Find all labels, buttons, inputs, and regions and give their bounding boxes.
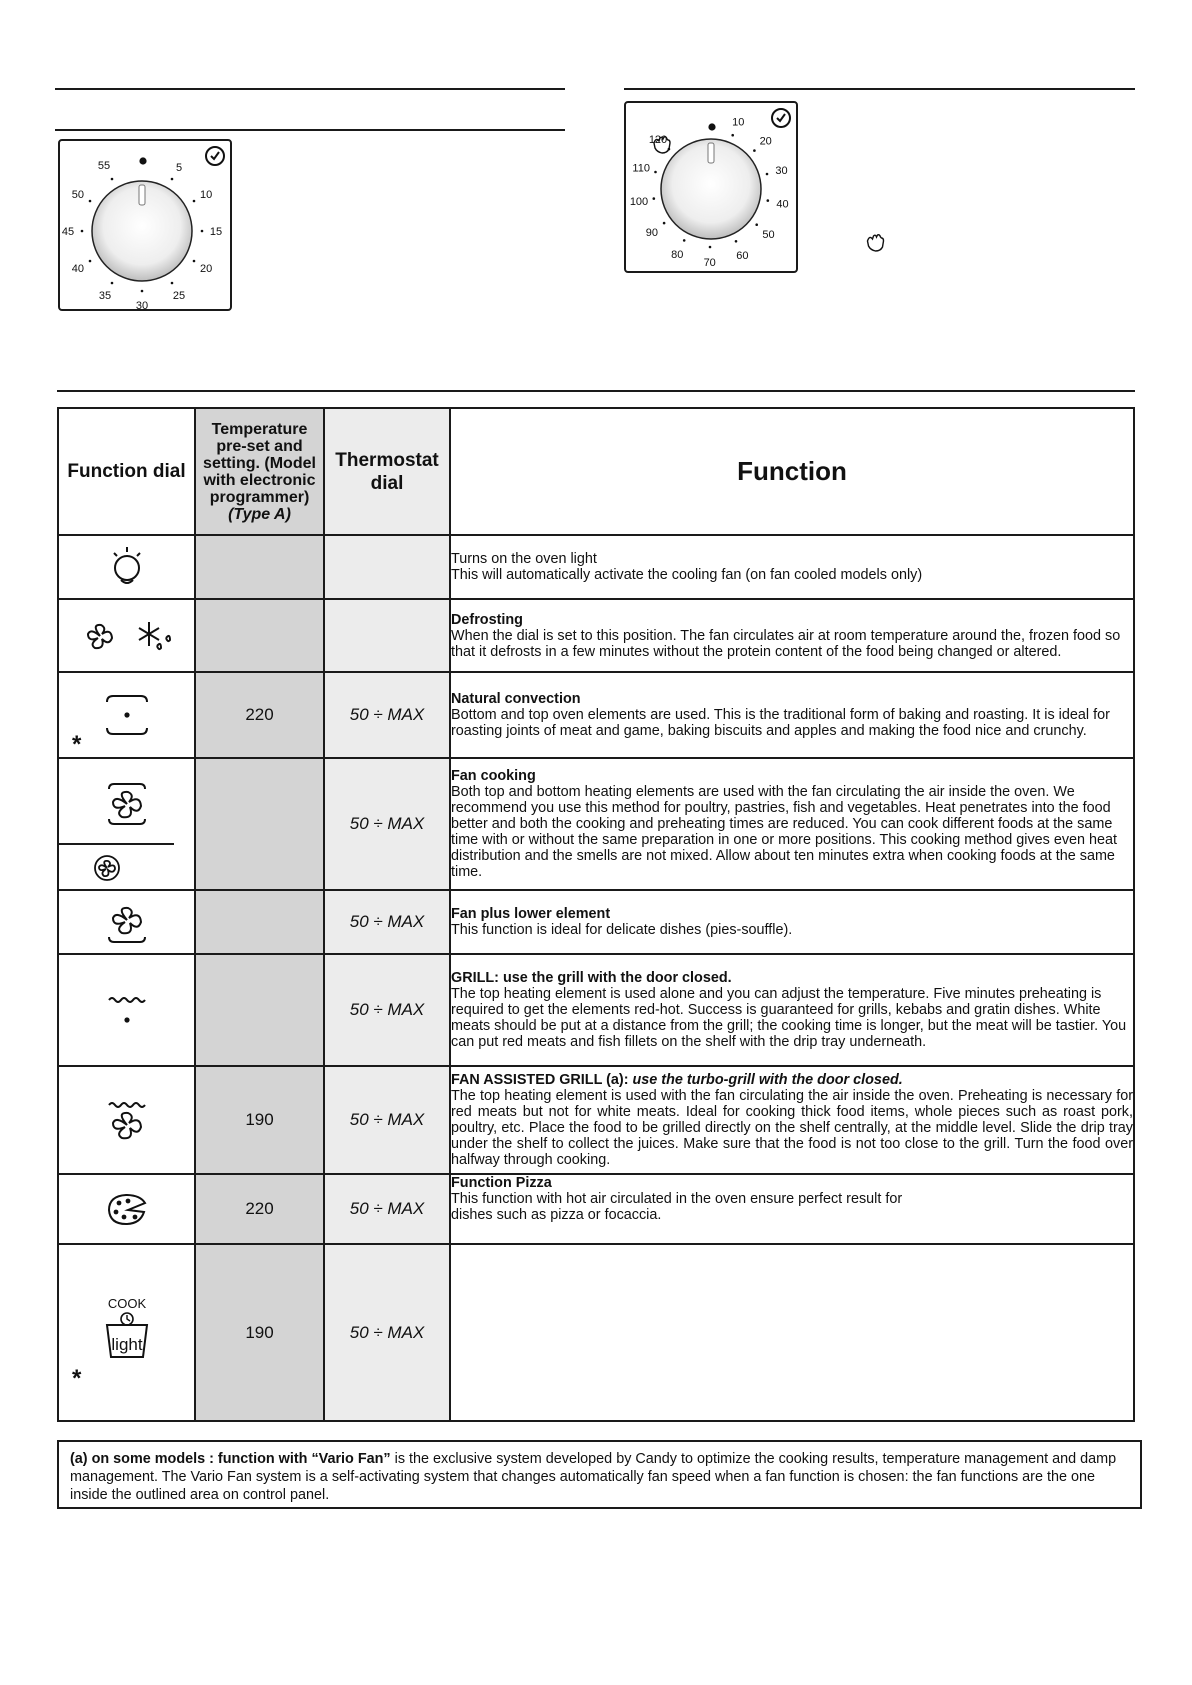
dial-label: 60 [736,249,749,262]
top-left-rule [55,88,565,90]
dial-label: 70 [703,257,716,269]
minute-timer-dial [58,139,232,311]
row-text: Turns on the oven light This will automatically activate the cooling fan (on fan cooled models only) [451,551,923,583]
row-temp [195,599,324,672]
manual-hand-icon-legend [866,233,886,253]
grill-icon [103,992,151,1028]
functions-table [57,407,1135,1422]
row-title: GRILL: use the grill with the door closed. [451,970,732,986]
cook-light-icon [99,1295,155,1361]
row-thermo [324,535,450,599]
table-row [58,1244,1134,1421]
dial-tick [663,222,666,225]
header-function: Function [450,408,1134,535]
row-icon-cell [58,954,195,1066]
dial-tick [171,178,174,181]
dial-tick [683,239,686,242]
row-description [450,672,1134,758]
header-temperature: Temperature pre-set and setting. (Model with electronic programmer) (Type A) [195,408,324,535]
fan-cooking-icon [103,781,151,827]
row-temp: 190 [195,1066,324,1174]
row-title: Defrosting [451,611,523,628]
row-thermo [324,599,450,672]
dial-label: 40 [776,198,789,211]
end-timer-graphic [626,103,796,271]
row-text: Both top and bottom heating elements are used with the fan circulating the air inside the oven. We recommend you use this method for poultry, pastries, fish and vegetables. Heat penetrates into the food better and both the cooking and preheating times are reduced. You can cook different foods at the same time with or without the same preparation in one or more positions. This cooking method gives even heat distribution and the smells are not mixed. Allow about ten minutes extra when cooking foods at the same time. [451,784,1118,880]
row-description [450,890,1134,954]
top-left-rule-2 [55,129,565,131]
dial-tick [171,282,174,285]
end-clock-icon [772,109,790,127]
dial-tick [111,282,114,285]
clock-icon [206,147,224,165]
dial-label: 90 [645,226,659,239]
row-icon-cell [58,1066,195,1174]
split-divider [59,843,174,845]
row-description [450,954,1134,1066]
table-row [58,890,1134,954]
dial-label: 50 [762,228,775,241]
dial-label: 30 [135,300,149,309]
star-marker: * [72,731,82,758]
row-description [450,599,1134,672]
row-icon-cell [58,1174,195,1244]
table-row [58,758,1134,890]
row-icon-cell [58,599,195,672]
row-title: Fan plus lower element [451,906,611,922]
dial-label: 45 [61,226,75,238]
dial-label: 35 [98,290,112,303]
natural-convection-icon [103,690,151,740]
dial-label: 20 [199,263,213,275]
end-timer-dial [624,101,798,273]
dial-tick [193,260,196,263]
dial-tick [141,290,144,293]
row-description [450,758,1134,890]
footnote-bold: (a) on some models : function with “Vario Fan” [70,1451,391,1467]
cook-light-top-text: COOK [107,1295,146,1311]
dial-label: 80 [671,248,684,261]
row-thermo: 50 ÷ MAX [324,890,450,954]
dial-label: 15 [209,226,223,238]
dial-tick [89,260,92,263]
table-row [58,535,1134,599]
fan-assisted-grill-icon [103,1098,151,1142]
row-temp [195,758,324,890]
table-row [58,672,1134,758]
table-row [58,599,1134,672]
dial-tick [767,199,770,202]
row-temp [195,954,324,1066]
row-thermo: 50 ÷ MAX [324,1066,450,1174]
dial-tick [654,171,657,174]
dial-tick [201,230,204,233]
vario-fan-footnote [57,1440,1142,1509]
oven-light-icon [107,544,147,590]
header-function-dial: Function dial [58,408,195,535]
row-icon-cell [58,890,195,954]
row-temp: 190 [195,1244,324,1421]
row-icon-cell [58,1244,195,1421]
row-title: Function Pizza [451,1175,552,1191]
zero-dot [139,157,146,164]
table-row [58,954,1134,1066]
dial-tick [735,240,738,243]
row-temp: 220 [195,672,324,758]
row-title: FAN ASSISTED GRILL (a): use the turbo-grill with the door closed. [451,1072,903,1088]
table-header-row [58,408,1134,535]
row-text: Bottom and top oven elements are used. This is the traditional form of baking and roasting. It is ideal for roasting joints of meat and game, baking biscuits and apples and making the food nice and crunchy. [451,707,1110,739]
row-text: The top heating element is used with the fan circulating the air inside the oven. Preheating is necessary for red meats but not for white meats. Ideal for cooking thick food items, whole pieces such as roast pork, poultry, etc. Place the food to be grilled directly on the shelf centrally, at the middle level. Slide the drip tray under the shelf to collect the juices. Make sure that the food is not too close to the grill. Turn the food over halfway through cooking. [451,1088,1133,1168]
row-description [450,535,1134,599]
dial-label: 25 [172,290,186,303]
row-thermo: 50 ÷ MAX [324,672,450,758]
dial-tick [731,134,734,137]
dial-label: 100 [629,196,649,208]
row-thermo: 50 ÷ MAX [324,954,450,1066]
dial-tick [653,197,656,200]
end-zero-dot [708,123,715,130]
cook-light-bottom-text: light [110,1334,143,1354]
row-text: This function with hot air circulated in the oven ensure perfect result for dishes such as pizza or focaccia. [451,1191,903,1223]
dial-label: 5 [175,161,183,174]
star-marker: * [72,1365,82,1392]
row-text: This function is ideal for delicate dishes (pies-souffle). [451,922,793,938]
footnote-text: is the exclusive system developed by Candy to optimize the cooking results, temperature management and damp management. The Vario Fan system is a self-activating system that changes automatically fan speed when a fan function is chosen: the fan functions are the one inside the outlined area on control panel. [70,1451,1117,1503]
dial-label: 10 [732,116,745,129]
row-description [450,1244,1134,1421]
end-knob-pointer [708,143,714,163]
fan-lower-element-icon [103,899,151,945]
table-top-rule [57,390,1135,392]
header-thermostat: Thermostat dial [324,408,450,535]
table-row [58,1066,1134,1174]
row-text: When the dial is set to this position. The fan circulates air at room temperature around the, frozen food so that it defrosts in a few minutes without the protein content of the food being changed or altered. [451,627,1121,660]
fan-circle-icon [92,853,122,883]
pizza-icon [104,1190,150,1228]
minute-timer-graphic [60,141,230,309]
row-icon-cell [58,535,195,599]
dial-tick [111,178,114,181]
dial-label: 55 [97,160,111,173]
row-thermo: 50 ÷ MAX [324,758,450,890]
header-type-a: (Type A) [228,505,291,523]
dial-label: 40 [71,263,85,275]
dial-tick [709,246,712,249]
dial-tick [81,230,84,233]
top-right-rule [624,88,1135,90]
dial-tick [89,200,92,203]
row-icon-cell [58,672,195,758]
row-temp [195,535,324,599]
dial-label: 50 [71,189,85,201]
row-text: The top heating element is used alone and you can adjust the temperature. Five minutes preheating is required to get the elements red-hot. Success is guaranteed for grills, kebabs and gratin dishes. White meats should be put at a distance from the grill; the cooking time is longer, but the meat will be tastier. You can put red meats and fish fillets on the shelf with the drip tray underneath. [451,986,1127,1050]
row-title-italic: use the turbo-grill with the door closed. [632,1072,903,1088]
knob-pointer [139,185,145,205]
row-temp: 220 [195,1174,324,1244]
row-description [450,1066,1134,1174]
dial-label: 120 [648,133,668,146]
row-temp [195,890,324,954]
row-thermo: 50 ÷ MAX [324,1244,450,1421]
row-title: Fan cooking [451,768,536,784]
dial-tick [766,173,769,176]
row-thermo: 50 ÷ MAX [324,1174,450,1244]
dial-tick [193,200,196,203]
row-title: Natural convection [451,691,581,707]
dial-label: 30 [775,165,788,178]
table-row [58,1174,1134,1244]
dial-label: 110 [632,162,650,175]
dial-tick [753,149,756,152]
dial-label: 20 [759,135,772,148]
defrost-icon [77,616,177,656]
dial-tick [668,148,671,151]
row-description [450,1174,1134,1244]
dial-label: 10 [199,189,213,201]
dial-tick [755,223,758,226]
row-icon-cell [58,758,195,890]
